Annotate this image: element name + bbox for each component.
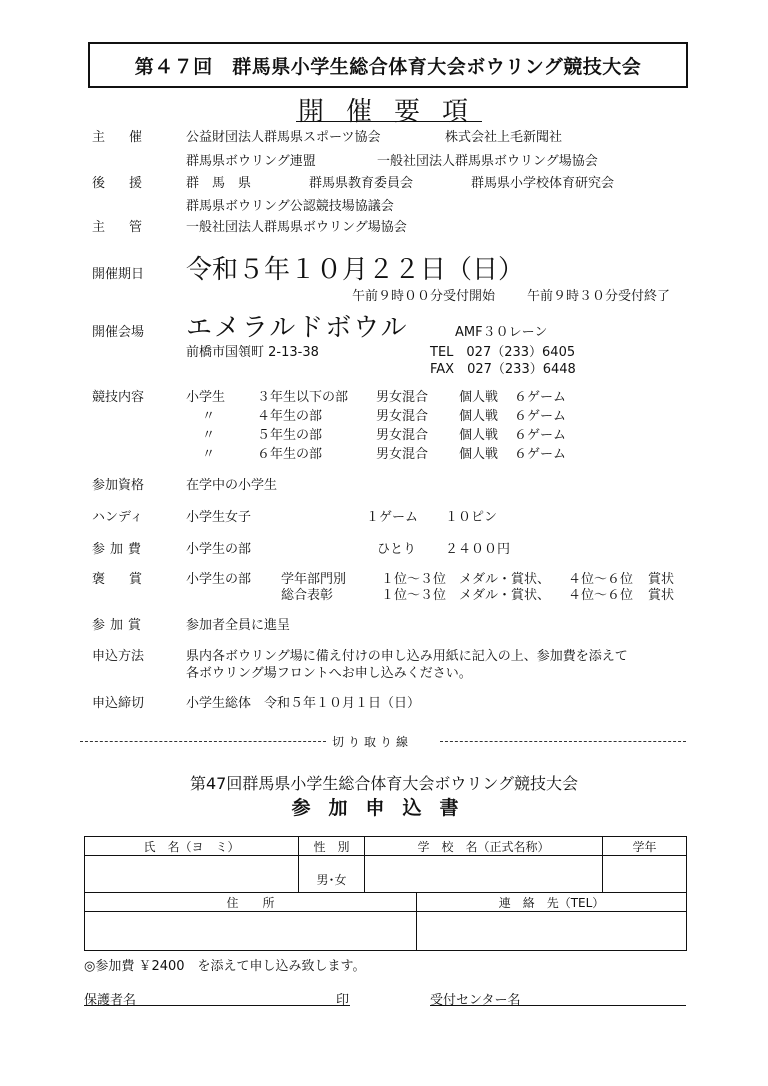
participation-award-value: 参加者全員に進呈 (186, 618, 291, 633)
name-header: 氏 名（ヨ ミ） (85, 837, 299, 856)
gender-field[interactable]: 男･女 (299, 856, 365, 893)
event-cell: ６ゲーム (514, 409, 567, 424)
event-cell: 個人戦 (459, 428, 499, 443)
eligibility-value: 在学中の小学生 (186, 478, 278, 493)
event-cell: 〃 (202, 428, 216, 443)
eligibility-label: 参加資格 (92, 478, 145, 493)
event-cell: ４年生の部 (257, 409, 323, 424)
award-cell: ４位～６位 (568, 588, 634, 603)
event-cell: 男女混合 (376, 390, 429, 405)
awards-division: 小学生の部 (186, 572, 252, 587)
grade-header: 学年 (603, 837, 687, 856)
application-line2: 各ボウリング場フロントへお申し込みください。 (186, 666, 472, 681)
form-heading: 参加申込書 (291, 797, 477, 819)
award-cell: メダル・賞状、 (459, 588, 551, 603)
event-cell: 〃 (202, 447, 216, 462)
events-label: 競技内容 (92, 390, 145, 405)
event-cell: ５年生の部 (257, 428, 323, 443)
event-date: 令和５年１０月２２日（日） (186, 255, 525, 285)
event-cell: 男女混合 (376, 409, 429, 424)
address-field[interactable] (85, 912, 417, 951)
fee-amount: ２４００円 (445, 542, 511, 557)
deadline-value: 小学生総体 令和５年１０月１日（日） (186, 696, 421, 711)
school-field[interactable] (365, 856, 603, 893)
reception-center-label: 受付センター名 (430, 993, 521, 1008)
award-cell: 賞状 (648, 572, 675, 587)
handicap-label: ハンディ (92, 510, 143, 525)
reception-center-line[interactable] (430, 1005, 686, 1006)
event-title: 第４７回 群馬県小学生総合体育大会ボウリング競技大会 (134, 55, 642, 78)
award-cell: 賞状 (648, 588, 675, 603)
award-cell: ４位～６位 (568, 572, 634, 587)
management-item: 一般社団法人群馬県ボウリング場協会 (186, 220, 407, 235)
event-cell: 〃 (202, 409, 216, 424)
awards-label: 褒賞 (92, 572, 167, 587)
organizer-item: 株式会社上毛新聞社 (445, 130, 563, 145)
event-cell: 小学生 (186, 390, 226, 405)
venue-fax: FAX 027（233）6448 (430, 362, 576, 377)
application-label: 申込方法 (92, 649, 145, 664)
support-label: 後援 (92, 176, 167, 191)
reception-end: 午前９時３０分受付終了 (527, 289, 671, 304)
application-form-table (84, 836, 687, 951)
venue-lanes: AMF３０レーン (455, 325, 548, 340)
venue-label: 開催会場 (92, 325, 145, 340)
venue-tel: TEL 027（233）6405 (430, 345, 576, 360)
support-item: 群馬県教育委員会 (309, 176, 414, 191)
event-cell: 男女混合 (376, 447, 429, 462)
management-label: 主管 (92, 220, 167, 235)
participation-award-label: 参加賞 (92, 618, 147, 633)
application-line1: 県内各ボウリング場に備え付けの申し込み用紙に記入の上、参加費を添えて (186, 649, 628, 664)
event-cell: 個人戦 (459, 447, 499, 462)
grade-field[interactable] (603, 856, 687, 893)
fee-note: ◎参加費 ￥2400 を添えて申し込み致します。 (84, 959, 366, 974)
guideline-heading: 開催要項 (298, 97, 491, 127)
venue-name: エメラルドボウル (186, 313, 409, 343)
school-header: 学 校 名（正式名称） (365, 837, 603, 856)
award-cell: 学年部門別 (281, 572, 347, 587)
event-cell: ６年生の部 (257, 447, 323, 462)
name-field[interactable] (85, 856, 299, 893)
cut-line-right (440, 741, 686, 742)
award-cell: メダル・賞状、 (459, 572, 551, 587)
event-cell: 個人戦 (459, 390, 499, 405)
organizer-item: 一般社団法人群馬県ボウリング場協会 (377, 154, 598, 169)
handicap-target: 小学生女子 (186, 510, 252, 525)
date-label: 開催期日 (92, 267, 145, 282)
event-cell: ３年生以下の部 (257, 390, 349, 405)
support-item: 群 馬 県 (186, 176, 252, 191)
venue-address: 前橋市国領町 2-13-38 (186, 345, 319, 360)
event-cell: ６ゲーム (514, 447, 567, 462)
deadline-label: 申込締切 (92, 696, 145, 711)
organizer-item: 公益財団法人群馬県スポーツ協会 (186, 130, 381, 145)
cut-line-label: 切り取り線 (332, 735, 413, 749)
event-title-box (88, 42, 688, 88)
support-item: 群馬県小学校体育研究会 (471, 176, 615, 191)
reception-start: 午前９時００分受付開始 (352, 289, 496, 304)
heading-underline (296, 121, 482, 122)
cut-line-left (80, 741, 326, 742)
form-title: 第47回群馬県小学生総合体育大会ボウリング競技大会 (189, 774, 579, 793)
event-cell: ６ゲーム (514, 428, 567, 443)
organizer-item: 群馬県ボウリング連盟 (186, 154, 316, 169)
award-cell: 総合表彰 (281, 588, 334, 603)
support-item: 群馬県ボウリング公認競技場協議会 (186, 199, 394, 214)
event-cell: 男女混合 (376, 428, 429, 443)
handicap-pins: １０ピン (445, 510, 498, 525)
event-cell: ６ゲーム (514, 390, 567, 405)
fee-label: 参加費 (92, 542, 147, 557)
event-cell: 個人戦 (459, 409, 499, 424)
handicap-unit: １ゲーム (366, 510, 419, 525)
contact-header: 連 絡 先（TEL） (417, 893, 687, 912)
award-cell: １位～３位 (381, 588, 447, 603)
fee-per: ひとり (377, 542, 417, 557)
address-header: 住 所 (85, 893, 417, 912)
fee-division: 小学生の部 (186, 542, 252, 557)
guardian-name-line[interactable] (84, 1005, 350, 1006)
award-cell: １位～３位 (381, 572, 447, 587)
contact-field[interactable] (417, 912, 687, 951)
gender-header: 性 別 (299, 837, 365, 856)
seal-label: 印 (336, 993, 350, 1008)
organizer-label: 主催 (92, 130, 167, 145)
guardian-label: 保護者名 (84, 993, 137, 1008)
